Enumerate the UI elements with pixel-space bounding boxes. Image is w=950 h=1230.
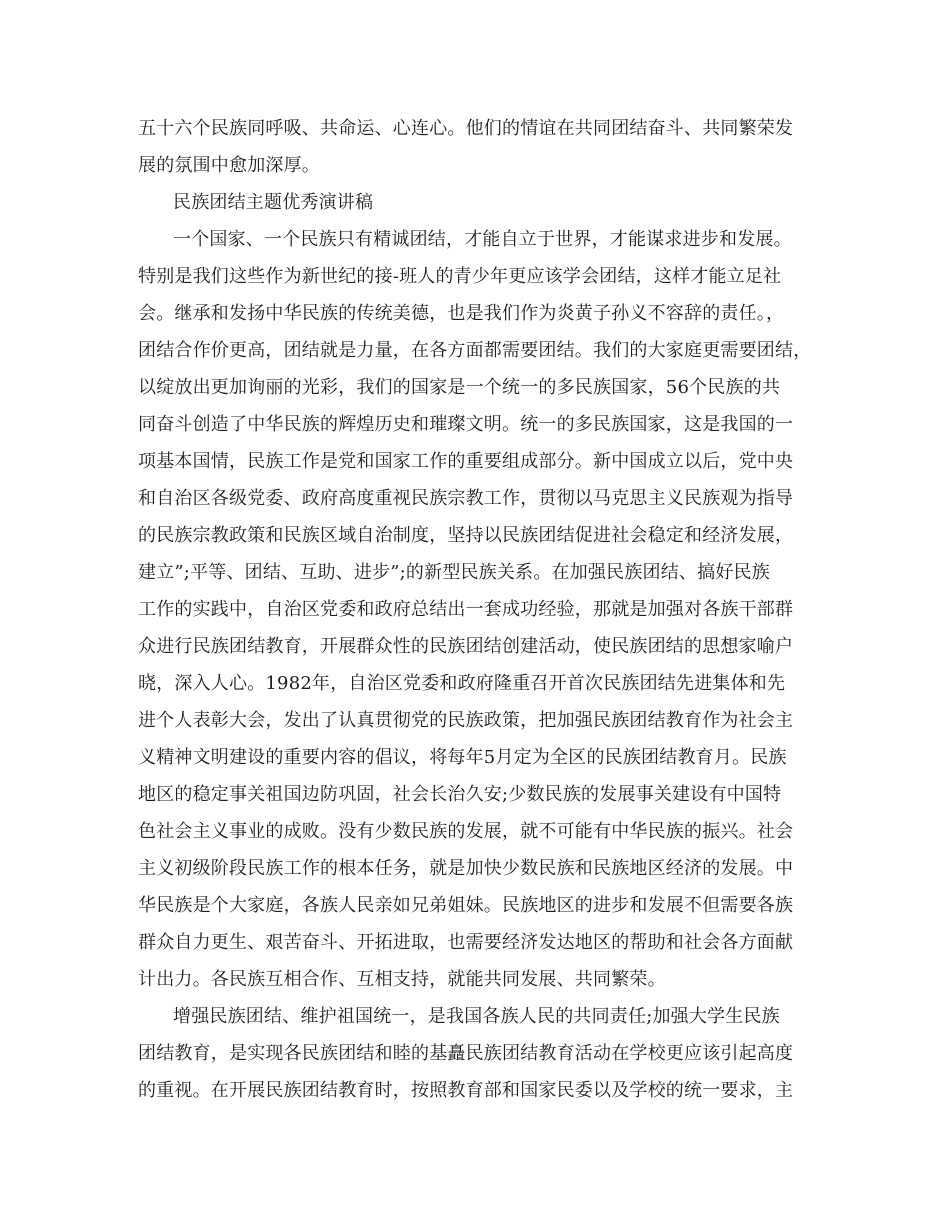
text-line: 计出力。各民族互相合作、互相支持，就能共同发展、共同繁荣。 (138, 969, 666, 990)
text-line: 团结教育，是实现各民族团结和睦的基矗民族团结教育活动在学校更应该引起高度 (138, 1043, 794, 1064)
text-line: 增强民族团结、维护祖国统一，是我国各族人民的共同责任;加强大学生民族 (173, 1006, 780, 1027)
text-line: 群众自力更生、艰苦奋斗、开拓进取，也需要经济发达地区的帮助和社会各方面献 (138, 932, 794, 953)
text-line: 会。继承和发扬中华民族的传统美德，也是我们作为炎黄子孙义不容辞的责任。， (138, 303, 785, 324)
text-line: 团结合作价更高，团结就是力量，在各方面都需要团结。我们的大家庭更需要团结， (138, 340, 812, 361)
text-line: 和自治区各级党委、政府高度重视民族宗教工作，贯彻以马克思主义民族观为指导 (138, 488, 794, 509)
text-line: 众进行民族团结教育，开展群众性的民族团结创建活动，使民族团结的思想家喻户 (138, 636, 794, 657)
text-line: 以绽放出更加询丽的光彩，我们的国家是一个统一的多民族国家，56个民族的共 (138, 377, 781, 398)
text-line: 建立”;平等、团结、互助、进步”;的新型民族关系。在加强民族团结、搞好民族 (138, 562, 770, 583)
text-line: 一个国家、一个民族只有精诚团结，才能自立于世界，才能谋求进步和发展。 (173, 229, 792, 250)
text-line: 主义初级阶段民族工作的根本任务，就是加快少数民族和民族地区经济的发展。中 (138, 858, 794, 879)
text-line: 特别是我们这些作为新世纪的接-班人的青少年更应该学会团结，这样才能立足社 (138, 266, 782, 287)
text-line: 色社会主义事业的成败。没有少数民族的发展，就不可能有中华民族的振兴。社会 (138, 821, 794, 842)
text-line: 义精神文明建设的重要内容的倡议，将每年5月定为全区的民族团结教育月。民族 (138, 747, 787, 768)
text-line: 进个人表彰大会，发出了认真贯彻党的民族政策，把加强民族团结教育作为社会主 (138, 710, 794, 731)
text-line: 晓，深入人心。1982年，自治区党委和政府隆重召开首次民族团结先进集体和先 (138, 673, 786, 694)
text-line: 的民族宗教政策和民族区域自治制度，坚持以民族团结促进社会稳定和经济发展， (138, 525, 794, 546)
speech-title: 民族团结主题优秀演讲稿 (173, 192, 374, 213)
text-line: 项基本国情，民族工作是党和国家工作的重要组成部分。新中国成立以后，党中央 (138, 451, 794, 472)
text-line: 华民族是个大家庭，各族人民亲如兄弟姐妹。民族地区的进步和发展不但需要各族 (138, 895, 794, 916)
text-line: 工作的实践中，自治区党委和政府总结出一套成功经验，那就是加强对各族干部群 (138, 599, 794, 620)
text-line: 地区的稳定事关祖国边防巩固，社会长治久安;少数民族的发展事关建设有中国特 (138, 784, 782, 805)
text-line: 展的氛围中愈加深厚。 (138, 155, 320, 176)
text-line: 五十六个民族同呼吸、共命运、心连心。他们的情谊在共同团结奋斗、共同繁荣发 (138, 118, 794, 139)
text-line: 同奋斗创造了中华民族的辉煌历史和璀璨文明。统一的多民族国家，这是我国的一 (138, 414, 794, 435)
text-line: 的重视。在开展民族团结教育时，按照教育部和国家民委以及学校的统一要求，主 (138, 1080, 794, 1101)
